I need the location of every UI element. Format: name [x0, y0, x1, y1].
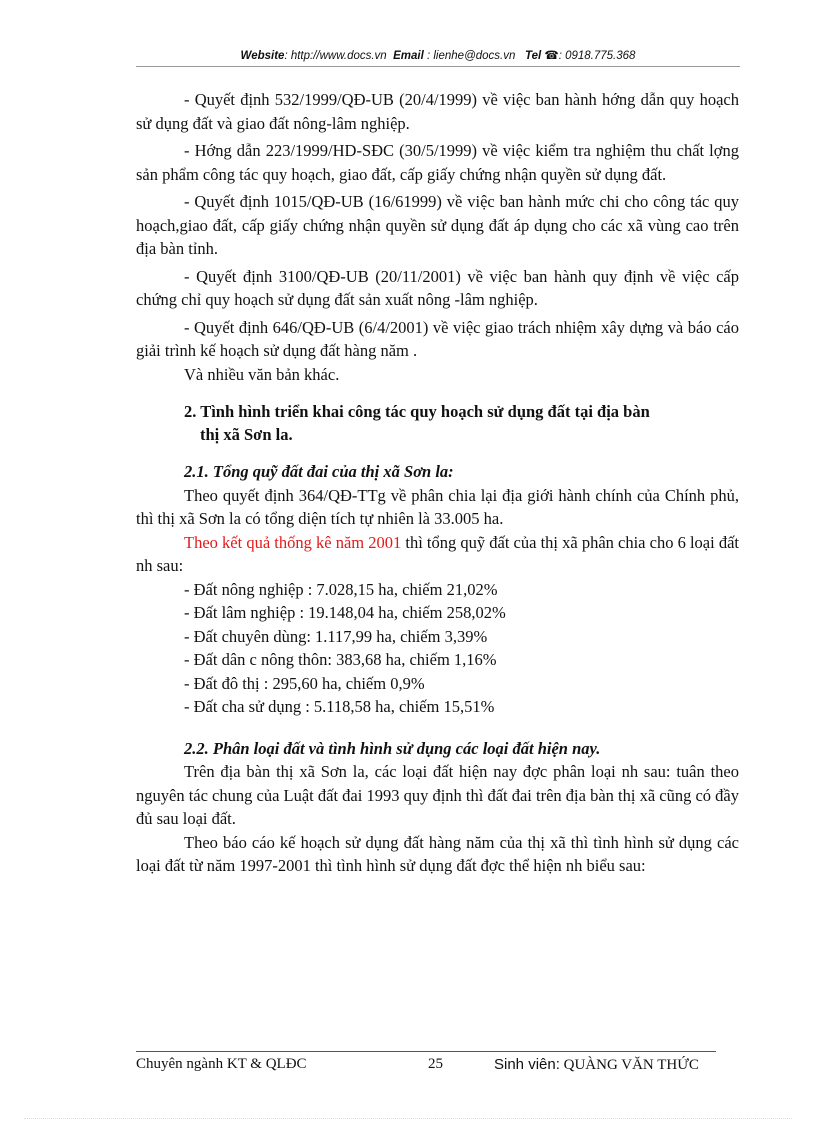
footer-student: [494, 1056, 699, 1074]
document-body: [136, 88, 739, 878]
land-item-4: - Đất dân c nông thôn: 383,68 ha, chiếm 1,16%: [184, 650, 497, 669]
page-number: 25: [428, 1056, 443, 1072]
email-label: Email: [393, 50, 424, 62]
page-header: [136, 48, 740, 62]
paragraph-guide-223: - Hớng dẫn 223/1999/HD-SĐC (30/5/1999) về việc kiểm tra nghiệm thu chất lợng sản phẩm công tác quy hoạch, giao đất, cấp giấy chứng nhận quyền sử dụng đất.: [136, 141, 739, 184]
section-2-2-para1: Trên địa bàn thị xã Sơn la, các loại đất hiện nay đợc phân loại nh sau: tuân theo nguyên tác chung của Luật đất đai 1993 quy định thì đất đai trên địa bàn thị xã cũng có đầy đủ sau loại đất.: [136, 762, 739, 828]
land-item-2: - Đất lâm nghiệp : 19.148,04 ha, chiếm 258,02%: [184, 603, 506, 622]
section-2-2-title: 2.2. Phân loại đất và tình hình sử dụng các loại đất hiện nay.: [184, 738, 601, 758]
tel-value: : 0918.775.368: [558, 50, 636, 62]
student-label: Sinh viên:: [494, 1056, 560, 1073]
website-label: Website: [240, 50, 285, 62]
land-item-3: - Đất chuyên dùng: 1.117,99 ha, chiếm 3,39%: [184, 626, 488, 646]
footer-major: Chuyên ngành KT & QLĐC: [136, 1056, 307, 1072]
section-2-1-title: 2.1. Tổng quỹ đất đai của thị xã Sơn la:: [184, 462, 454, 481]
header-divider: [136, 66, 740, 67]
website-value: : http://www.docs.vn: [284, 50, 387, 62]
section-2-2-para2: Theo báo cáo kế hoạch sử dụng đất hàng năm của thị xã thì tình hình sử dụng các loại đất từ năm 1997-2001 thì tình hình sử dụng đất đợc thể hiện nh biểu sau:: [136, 832, 739, 875]
paragraph-decision-1015: - Quyết định 1015/QĐ-UB (16/61999) về việc ban hành mức chi cho công tác quy hoạch,giao đất, cấp giấy chứng nhận quyền sử dụng đất áp dụng cho các xã vùng cao trên địa bàn tỉnh.: [136, 192, 739, 258]
section-2-heading: [136, 400, 739, 446]
highlight-red-text: Theo kết quả thống kê năm 2001: [184, 532, 402, 552]
land-item-1: - Đất nông nghiệp : 7.028,15 ha, chiếm 21,02%: [184, 579, 498, 599]
student-name: QUÀNG VĂN THỨC: [563, 1057, 699, 1073]
section-2-1-para1: Theo quyết định 364/QĐ-TTg về phân chia lại địa giới hành chính của Chính phủ, thì thị xã Sơn la có tổng diện tích tự nhiên là 33.005 ha.: [136, 485, 739, 528]
paragraph-decision-532: - Quyết định 532/1999/QĐ-UB (20/4/1999) về việc ban hành hớng dẫn quy hoạch sử dụng đất và giao đất nông-lâm nghiệp.: [136, 90, 739, 133]
phone-icon: ☎: [544, 50, 559, 62]
page-bottom-dotted-line: [24, 1118, 792, 1119]
paragraph-decision-3100: - Quyết định 3100/QĐ-UB (20/11/2001) về việc ban hành quy định về việc cấp chứng chỉ quy hoạch sử dụng đất sản xuất nông -lâm nghiệp.: [136, 266, 739, 309]
section-2-1-para2: [136, 531, 739, 578]
tel-label: Tel: [524, 50, 542, 62]
land-item-6: - Đất cha sử dụng : 5.118,58 ha, chiếm 15,51%: [184, 697, 495, 716]
other-docs-line: Và nhiều văn bản khác.: [184, 364, 340, 384]
land-item-5: - Đất đô thị : 295,60 ha, chiếm 0,9%: [184, 673, 425, 693]
section-2-heading-line2: thị xã Sơn la.: [200, 425, 293, 444]
section-2-heading-line1: 2. Tình hình triển khai công tác quy hoạch sử dụng đất tại địa bàn: [184, 402, 650, 421]
footer-divider: [136, 1051, 716, 1052]
section-2-1-para2-rest: thì tổng quỹ đất của thị xã phân chia cho 6 loại đất nh sau:: [136, 532, 740, 575]
email-value: : lienhe@docs.vn: [426, 50, 516, 62]
paragraph-decision-646: - Quyết định 646/QĐ-UB (6/4/2001) về việc giao trách nhiệm xây dựng và báo cáo giải trình kế hoạch sử dụng đất hàng năm .: [136, 317, 739, 360]
